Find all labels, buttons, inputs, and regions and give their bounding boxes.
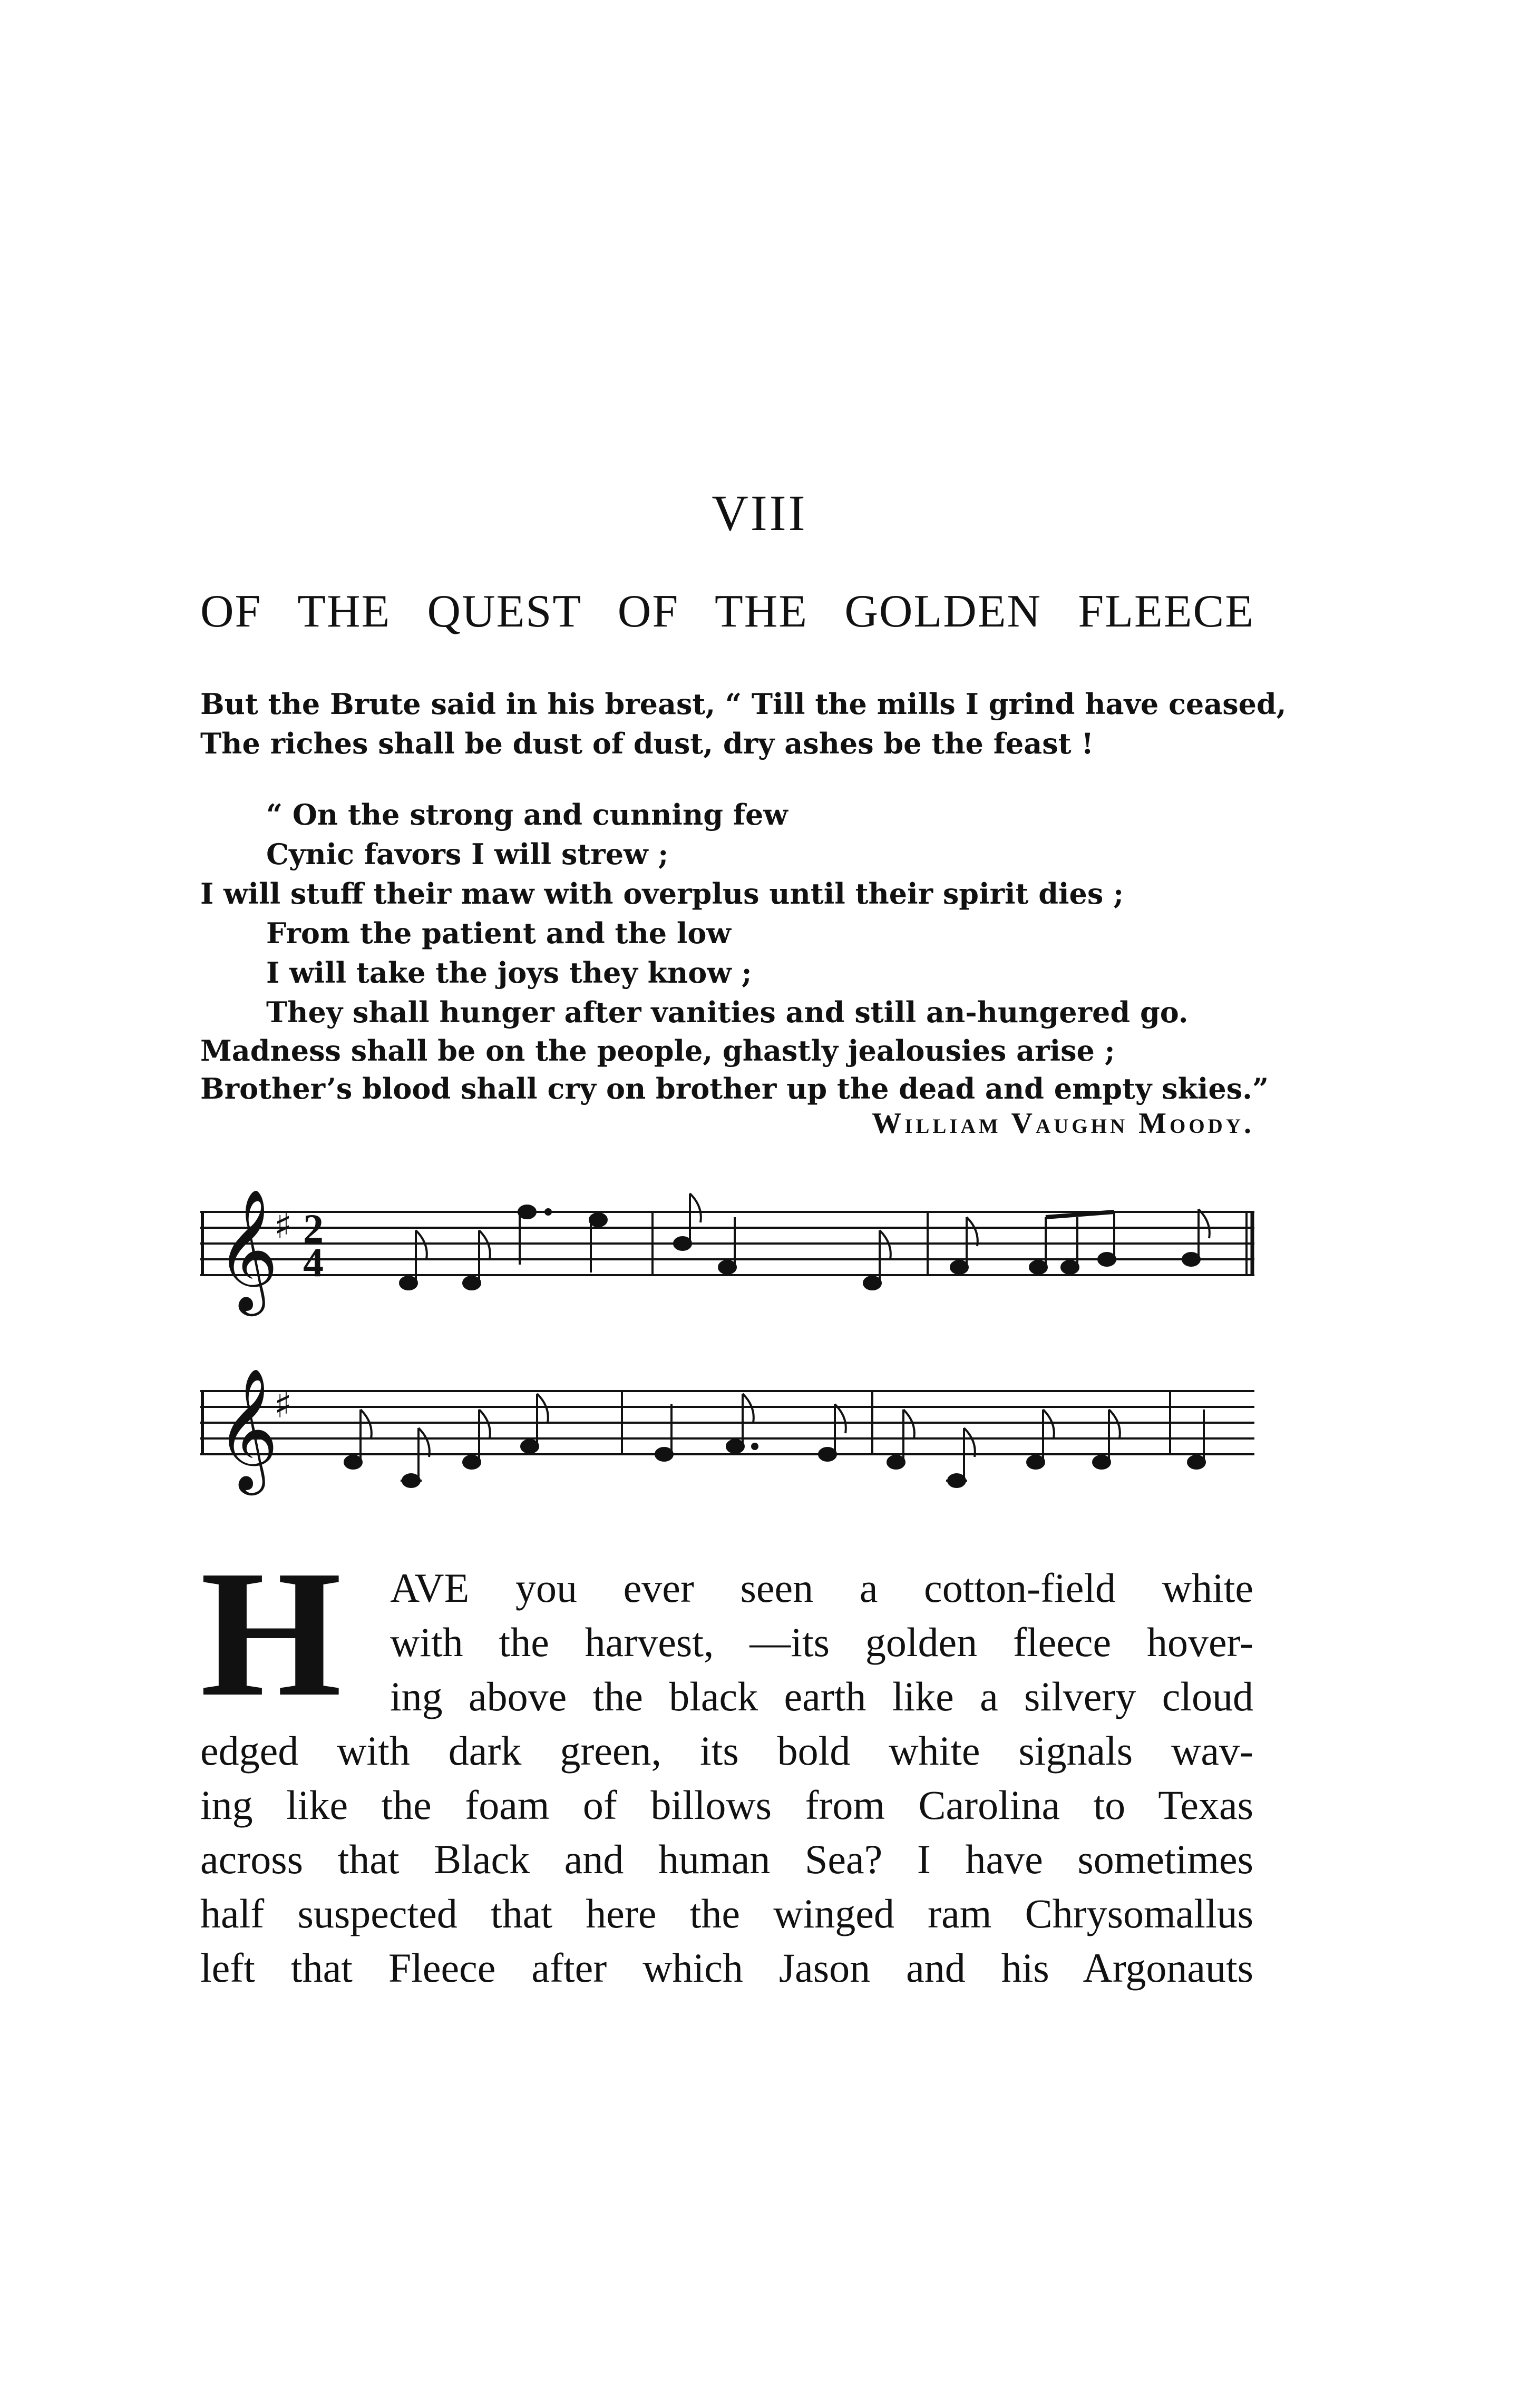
note <box>1093 1456 1110 1469</box>
note <box>1183 1253 1200 1266</box>
note <box>1030 1261 1047 1274</box>
note <box>674 1237 691 1250</box>
body-line: edged with dark green, its bold white signals wav- <box>200 1728 1253 1774</box>
epigraph-attribution: William Vaughn Moody. <box>872 1107 1254 1140</box>
epigraph-line: They shall hunger after vanities and still an-hungered go. <box>266 995 1189 1029</box>
body-line: half suspected that here the winged ram Chrysomallus <box>200 1891 1253 1936</box>
epigraph-line: Madness shall be on the people, ghastly jealousies arise ; <box>200 1034 1115 1068</box>
note <box>951 1261 968 1274</box>
note <box>1098 1253 1115 1266</box>
epigraph-line: From the patient and the low <box>266 916 731 950</box>
body-line: ing like the foam of billows from Carolina to Texas <box>200 1782 1253 1828</box>
treble-clef-icon: 𝄞 <box>216 1188 279 1311</box>
note <box>590 1213 607 1226</box>
epigraph-line: But the Brute said in his breast, “ Till the mills I grind have ceased, <box>200 687 1287 721</box>
note <box>1188 1456 1205 1469</box>
epigraph-line: “ On the strong and cunning few <box>266 798 788 831</box>
note <box>463 1277 480 1289</box>
epigraph-line: Cynic favors I will strew ; <box>266 837 669 871</box>
note <box>864 1277 881 1289</box>
body-line: across that Black and human Sea? I have sometimes <box>200 1836 1253 1882</box>
note <box>656 1448 673 1461</box>
body-line: left that Fleece after which Jason and his Argonauts <box>200 1945 1253 1991</box>
body-line: ing above the black earth like a silvery cloud <box>390 1673 1253 1719</box>
note <box>400 1277 417 1289</box>
note <box>819 1448 836 1461</box>
note <box>1062 1261 1078 1274</box>
epigraph-line: Brother’s blood shall cry on brother up the dead and empty skies.” <box>200 1072 1269 1105</box>
chapter-title: OF THE QUEST OF THE GOLDEN FLEECE <box>200 586 1254 637</box>
note <box>719 1261 736 1274</box>
note <box>1027 1456 1044 1469</box>
treble-clef-icon: 𝄞 <box>216 1367 279 1490</box>
note <box>521 1440 538 1453</box>
epigraph-line: I will take the joys they know ; <box>266 956 752 990</box>
drop-cap: H <box>200 1533 342 1734</box>
music-staff-1 <box>200 1180 1254 1328</box>
key-signature-sharp: ♯ <box>274 1383 292 1426</box>
note <box>345 1456 362 1469</box>
music-staff-2 <box>200 1349 1254 1507</box>
epigraph-line: The riches shall be dust of dust, dry ashes be the feast ! <box>200 727 1094 760</box>
chapter-number: VIII <box>712 485 807 541</box>
note <box>463 1456 480 1469</box>
epigraph-line: I will stuff their maw with overplus until their spirit dies ; <box>200 877 1124 911</box>
key-signature-sharp: ♯ <box>274 1204 292 1247</box>
body-line: AVE you ever seen a cotton-field white <box>390 1565 1253 1611</box>
body-line: with the harvest, —its golden fleece hover- <box>390 1619 1253 1665</box>
note <box>519 1206 535 1218</box>
time-signature-bottom: 4 <box>303 1239 324 1285</box>
note <box>888 1456 904 1469</box>
time-signature-top: 2 <box>303 1206 324 1251</box>
note <box>727 1440 744 1453</box>
